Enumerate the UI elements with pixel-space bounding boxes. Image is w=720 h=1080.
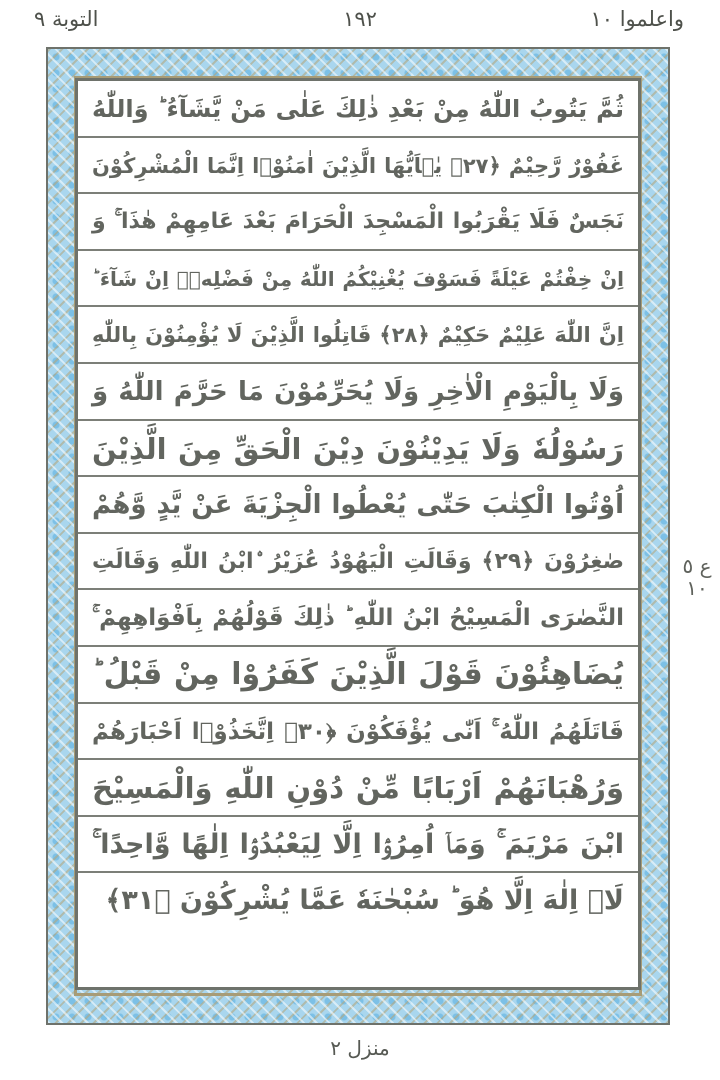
verse-lines [78,81,638,930]
text-line: غَفُوْرٌ رَّحِيْمٌ ﴿٢٧﴾ يٰۤاَيُّهَا الَّذِيْنَ اٰمَنُوْۤا اِنَّمَا الْمُشْرِكُوْنَ [78,138,638,195]
text-line: نَجَسٌ فَلَا يَقْرَبُوا الْمَسْجِدَ الْحَرَامَ بَعْدَ عَامِهِمْ هٰذَا ۚ وَ [78,194,638,251]
text-line: يُضَاهِئُوْنَ قَوْلَ الَّذِيْنَ كَفَرُوْا مِنْ قَبْلُ ؕ [78,647,638,704]
text-line: صٰغِرُوْنَ ﴿٢٩﴾ وَقَالَتِ الْيَهُوْدُ عُزَيْرُ ۨابْنُ اللّٰهِ وَقَالَتِ [78,534,638,591]
text-line: وَلَا بِالْيَوْمِ الْاٰخِرِ وَلَا يُحَرِّمُوْنَ مَا حَرَّمَ اللّٰهُ وَ [78,364,638,421]
text-line: قَاتَلَهُمُ اللّٰهُ ۚ اَنّٰى يُؤْفَكُوْنَ ﴿٣٠﴾ اِتَّخَذُوْۤا اَحْبَارَهُمْ [78,704,638,761]
text-line: اِنْ خِفْتُمْ عَيْلَةً فَسَوْفَ يُغْنِيْكُمُ اللّٰهُ مِنْ فَضْلِهٖۤ اِنْ شَآءَ ؕ [78,251,638,308]
text-line: لَاۤ اِلٰهَ اِلَّا هُوَ ؕ سُبْحٰنَهٗ عَمَّا يُشْرِكُوْنَ ﴿٣١﴾ [105,885,624,917]
ruku-marker: ع ٥ ١٠ [682,554,712,600]
text-line: النَّصٰرَى الْمَسِيْحُ ابْنُ اللّٰهِ ؕ ذٰلِكَ قَوْلُهُمْ بِاَفْوَاهِهِمْ ۚ [78,590,638,647]
text-line: اُوْتُوا الْكِتٰبَ حَتّٰى يُعْطُوا الْجِزْيَةَ عَنْ يَّدٍ وَّهُمْ [78,477,638,534]
text-panel [75,78,641,990]
surah-name: التوبة ٩ [34,7,99,31]
juz-name: واعلموا ١٠ [590,7,684,31]
text-line: رَسُوْلُهٗ وَلَا يَدِيْنُوْنَ دِيْنَ الْحَقِّ مِنَ الَّذِيْنَ [78,421,638,478]
text-line: ابْنَ مَرْيَمَ ۚ وَمَاۤ اُمِرُوْۤا اِلَّا لِيَعْبُدُوْۤا اِلٰهًا وَّاحِدًا ۚ [78,817,638,874]
text-line: ثُمَّ يَتُوبُ اللّٰهُ مِنْ بَعْدِ ذٰلِكَ عَلٰى مَنْ يَّشَآءُ ؕ وَاللّٰهُ [78,81,638,138]
text-line: اِنَّ اللّٰهَ عَلِيْمٌ حَكِيْمٌ ﴿٢٨﴾ قَاتِلُوا الَّذِيْنَ لَا يُؤْمِنُوْنَ بِاللّٰهِ [78,307,638,364]
text-line: وَرُهْبَانَهُمْ اَرْبَابًا مِّنْ دُوْنِ اللّٰهِ وَالْمَسِيْحَ [78,760,638,817]
page-number: ١٩٢ [343,7,377,31]
manzil-label: منزل ٢ [330,1036,390,1060]
